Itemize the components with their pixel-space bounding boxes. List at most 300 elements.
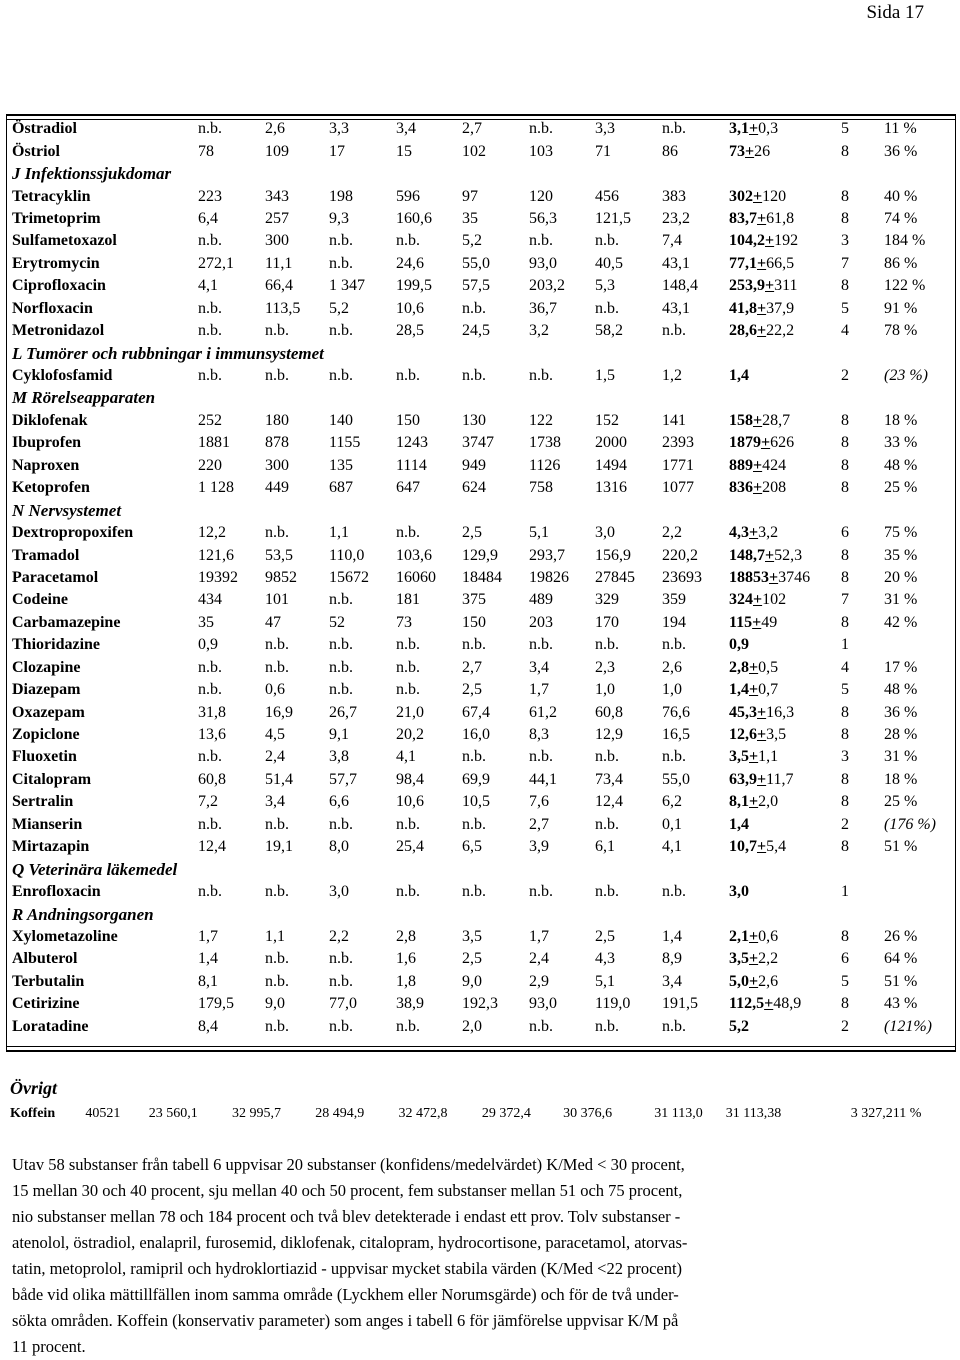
sample-value: 2,0 (462, 1017, 482, 1035)
summary-line: atenolol, östradiol, enalapril, furosemid, diklofenak, citalopram, hydrocortisone, paracetamol, atorvas- (12, 1233, 688, 1252)
percent-value: 36 % (884, 142, 918, 160)
plus-minus-sign: + (757, 770, 767, 788)
percent-value: 35 % (884, 546, 918, 564)
koffein-value: 8 (774, 1106, 782, 1121)
plus-minus-sign: + (753, 479, 763, 497)
sample-value: 18484 (462, 568, 502, 586)
plus-minus-sign: + (749, 524, 759, 542)
sample-value: 9,3 (329, 209, 349, 227)
mean-value: 77,1 (729, 254, 757, 272)
mean-value: 253,9 (729, 277, 765, 295)
sample-value: 192,3 (462, 995, 498, 1013)
sample-value: 69,9 (462, 770, 490, 788)
mean-value: 889 (729, 456, 753, 474)
table-row (10, 1104, 960, 1124)
sample-value: 300 (265, 456, 289, 474)
sample-value: n.b. (529, 232, 553, 250)
concentration-table (6, 118, 944, 1038)
mean-cell (729, 275, 841, 297)
sample-count: 8 (841, 770, 849, 788)
mean-cell (729, 814, 841, 836)
sample-value: 456 (595, 187, 619, 205)
table-row (6, 881, 944, 903)
sample-value: 5,2 (462, 232, 482, 250)
sample-value: 26,7 (329, 703, 357, 721)
plus-minus-sign: + (757, 703, 767, 721)
plus-minus-sign: + (765, 546, 775, 564)
sample-value: 1,1 (329, 524, 349, 542)
sample-count: 8 (841, 142, 849, 160)
sample-value: 16,0 (462, 726, 490, 744)
sample-value: 2000 (595, 434, 627, 452)
sample-value: n.b. (198, 815, 222, 833)
ovrigt-heading: Övrigt (10, 1078, 57, 1098)
sample-value: n.b. (462, 367, 486, 385)
sample-count: 8 (841, 726, 849, 744)
sample-value: n.b. (396, 636, 420, 654)
sample-value: 67,4 (462, 703, 490, 721)
summary-line: 15 mellan 30 och 40 procent, sju mellan 40 och 50 procent, fem substanser mellan 51 och 75 procent, (12, 1181, 683, 1200)
sample-value: n.b. (396, 815, 420, 833)
sd-value: 49 (761, 613, 778, 631)
sample-value: 16060 (396, 568, 436, 586)
koffein-value: 11 % (892, 1106, 922, 1121)
plus-minus-sign: + (749, 120, 759, 138)
sample-value: 3747 (462, 434, 494, 452)
sample-value: 434 (198, 591, 222, 609)
percent-value: 43 % (884, 995, 918, 1013)
sample-value: 20,2 (396, 726, 424, 744)
sample-value: n.b. (198, 681, 222, 699)
sample-value: 1,7 (529, 681, 549, 699)
substance-name: Norfloxacin (12, 299, 93, 317)
mean-value: 3,0 (729, 883, 749, 901)
sample-value: 170 (595, 613, 619, 631)
sample-value: 19,1 (265, 838, 293, 856)
sample-value: 121,6 (198, 546, 234, 564)
sd-value: 102 (762, 591, 787, 609)
sample-value: 12,9 (595, 726, 623, 744)
sd-value: 626 (770, 434, 795, 452)
sample-value: 156,9 (595, 546, 631, 564)
sd-value: 66,5 (766, 254, 795, 272)
sd-value: 52,3 (774, 546, 803, 564)
sample-value: 1771 (662, 456, 694, 474)
sample-value: 3,3 (595, 120, 615, 138)
summary-line: sökta områden. Koffein (konservativ parameter) som anges i tabell 6 för jämförelse uppvisar K/M på (12, 1311, 679, 1330)
plus-minus-sign: + (753, 411, 763, 429)
sample-value: 102 (462, 142, 486, 160)
sample-value: 647 (396, 479, 420, 497)
sample-value: 2393 (662, 434, 694, 452)
mean-value: 5,0 (729, 972, 749, 990)
sample-value: 1,2 (662, 367, 682, 385)
koffein-value: 31 113,0 (654, 1106, 703, 1121)
sample-count: 6 (841, 524, 849, 542)
mean-value: 3,1 (729, 120, 749, 138)
sample-value: 5,2 (329, 299, 349, 317)
sd-value: 192 (774, 232, 799, 250)
table-row (6, 365, 944, 387)
sample-value: n.b. (329, 815, 353, 833)
sample-value: 0,9 (198, 636, 218, 654)
sample-value: 3,0 (595, 524, 615, 542)
mean-cell (729, 948, 841, 970)
sample-value: 3,8 (329, 748, 349, 766)
sample-count: 1 (841, 636, 849, 654)
substance-name: Diazepam (12, 681, 81, 699)
table-row (6, 791, 944, 813)
substance-name: Mirtazapin (12, 838, 90, 856)
sample-count: 5 (841, 681, 849, 699)
sample-value: 4,5 (265, 726, 285, 744)
sample-value: 121,5 (595, 209, 631, 227)
sample-value: 2,6 (265, 120, 285, 138)
percent-value (884, 634, 944, 656)
table-row (6, 140, 944, 162)
mean-value: 158 (729, 411, 753, 429)
percent-value: 42 % (884, 613, 918, 631)
sample-value: 3,4 (662, 972, 682, 990)
sample-value: n.b. (396, 1017, 420, 1035)
section-heading: M Rörelseapparaten (12, 388, 156, 408)
mean-cell (729, 365, 841, 387)
sample-value: 5,1 (529, 524, 549, 542)
sample-value: 119,0 (595, 995, 631, 1013)
percent-value: 122 % (884, 277, 926, 295)
sample-value: 58,2 (595, 322, 623, 340)
sample-value: 198 (329, 187, 353, 205)
sample-value: 1,4 (198, 950, 218, 968)
plus-minus-sign: + (757, 254, 767, 272)
table-row (6, 253, 944, 275)
sample-value: 55,0 (662, 770, 690, 788)
table-row (6, 971, 944, 993)
substance-name: Diklofenak (12, 411, 88, 429)
substance-name: Cetirizine (12, 995, 80, 1013)
mean-cell (729, 971, 841, 993)
sample-value: 31,8 (198, 703, 226, 721)
sample-value: n.b. (198, 658, 222, 676)
sample-value: 19392 (198, 568, 238, 586)
sd-value: 26 (754, 142, 771, 160)
substance-name: Codeine (12, 591, 68, 609)
sample-value: 1077 (662, 479, 694, 497)
sample-value: 1,1 (265, 927, 285, 945)
sample-value: 223 (198, 187, 222, 205)
plus-minus-sign: + (757, 838, 767, 856)
mean-value: 2,8 (729, 658, 749, 676)
sample-value: 0,1 (662, 815, 682, 833)
table-row (6, 567, 944, 589)
sample-value: 51,4 (265, 770, 293, 788)
sample-value: 3,2 (529, 322, 549, 340)
table-row (6, 320, 944, 342)
section-heading: N Nervsystemet (12, 500, 122, 520)
summary-paragraph (12, 1152, 872, 1360)
percent-value: 184 % (884, 232, 926, 250)
plus-minus-sign: + (749, 681, 759, 699)
sample-value: n.b. (595, 299, 619, 317)
sample-count: 4 (841, 322, 849, 340)
sample-value: 203,2 (529, 277, 565, 295)
sample-value: n.b. (662, 883, 686, 901)
sample-count: 8 (841, 187, 849, 205)
mean-cell (729, 926, 841, 948)
sample-value: 2,2 (329, 927, 349, 945)
sample-value: 16,5 (662, 726, 690, 744)
percent-value: (121%) (884, 1017, 932, 1035)
substance-name: Paracetamol (12, 568, 99, 586)
sample-value: 78 (198, 142, 214, 160)
mean-cell (729, 253, 841, 275)
sd-value: 22,2 (766, 322, 795, 340)
sample-value: 220 (198, 456, 222, 474)
table-row (6, 118, 944, 140)
sample-value: 2,4 (529, 950, 549, 968)
sample-value: 878 (265, 434, 289, 452)
substance-name: Dextropropoxifen (12, 524, 134, 542)
sample-value: 8,3 (529, 726, 549, 744)
sample-value: n.b. (265, 972, 289, 990)
sd-value: 311 (774, 277, 798, 295)
sample-count: 8 (841, 995, 849, 1013)
sd-value: 0,5 (758, 658, 779, 676)
table-row (6, 544, 944, 566)
mean-cell (729, 432, 841, 454)
mean-value: 112,5 (729, 995, 765, 1013)
sample-value: 9852 (265, 568, 297, 586)
sample-value: 1,8 (396, 972, 416, 990)
substance-name: Naproxen (12, 456, 80, 474)
mean-value: 83,7 (729, 209, 757, 227)
plus-minus-sign: + (753, 187, 763, 205)
sample-count: 8 (841, 793, 849, 811)
table-row (6, 724, 944, 746)
sample-value: n.b. (329, 681, 353, 699)
substance-name: Ibuprofen (12, 434, 82, 452)
mean-value: 18853 (729, 568, 769, 586)
sample-count: 8 (841, 209, 849, 227)
plus-minus-sign: + (761, 434, 771, 452)
percent-value: 11 % (884, 120, 917, 138)
mean-value: 836 (729, 479, 753, 497)
sample-value: n.b. (595, 815, 619, 833)
substance-name: Ciprofloxacin (12, 277, 106, 295)
sample-value: 203 (529, 613, 553, 631)
sample-value: n.b. (462, 299, 486, 317)
sd-value: 28,7 (762, 411, 791, 429)
sample-value: n.b. (329, 972, 353, 990)
sample-value: n.b. (265, 950, 289, 968)
sd-value: 2,6 (758, 972, 779, 990)
substance-name: Zopiclone (12, 726, 80, 744)
sample-value: 122 (529, 411, 553, 429)
sample-value: 60,8 (198, 770, 226, 788)
sample-value: n.b. (329, 1017, 353, 1035)
mean-cell (729, 118, 841, 140)
sample-value: 43,1 (662, 299, 690, 317)
mean-cell (729, 657, 841, 679)
table-row (6, 477, 944, 499)
substance-name: Oxazepam (12, 703, 85, 721)
plus-minus-sign: + (745, 142, 755, 160)
sample-value: 60,8 (595, 703, 623, 721)
sample-value: 38,9 (396, 995, 424, 1013)
sample-value: 4,1 (198, 277, 218, 295)
sd-value: 16,3 (766, 703, 795, 721)
sample-value: 199,5 (396, 277, 432, 295)
sample-value: 10,6 (396, 299, 424, 317)
sample-value: 17 (329, 142, 345, 160)
sd-value: 0,6 (758, 927, 779, 945)
sample-value: 148,4 (662, 277, 698, 295)
table-row (6, 769, 944, 791)
sample-value: 375 (462, 591, 486, 609)
plus-minus-sign: + (757, 209, 767, 227)
sample-value: 101 (265, 591, 289, 609)
substance-name: Terbutalin (12, 972, 85, 990)
section-heading-row (6, 903, 944, 925)
table-row (6, 589, 944, 611)
sample-value: 47 (265, 613, 281, 631)
sample-value: 28,5 (396, 322, 424, 340)
sd-value: 208 (762, 479, 787, 497)
sd-value: 11,7 (766, 770, 794, 788)
sample-value: 2,7 (529, 815, 549, 833)
substance-name: Clozapine (12, 658, 81, 676)
plus-minus-sign: + (753, 456, 763, 474)
mean-cell (729, 612, 841, 634)
section-heading-row (6, 858, 944, 880)
mean-cell (729, 185, 841, 207)
sample-value: n.b. (198, 748, 222, 766)
sample-value: n.b. (662, 636, 686, 654)
sd-value: 61,8 (766, 209, 795, 227)
table-row (6, 410, 944, 432)
sample-value: 4,1 (396, 748, 416, 766)
sample-value: 2,9 (529, 972, 549, 990)
sample-value: 8,1 (198, 972, 218, 990)
plus-minus-sign: + (749, 972, 759, 990)
sample-value: 5,3 (595, 277, 615, 295)
sample-count: 8 (841, 568, 849, 586)
sample-count: 8 (841, 838, 849, 856)
percent-value: 51 % (884, 838, 918, 856)
sample-value: 9,0 (265, 995, 285, 1013)
sample-value: 257 (265, 209, 289, 227)
sample-value: n.b. (265, 636, 289, 654)
percent-value: 25 % (884, 793, 918, 811)
mean-cell (729, 724, 841, 746)
sample-value: 1,0 (662, 681, 682, 699)
sample-value: 1155 (329, 434, 361, 452)
table-row (6, 298, 944, 320)
sample-value: 43,1 (662, 254, 690, 272)
sd-value: 120 (762, 187, 787, 205)
sample-value: 23693 (662, 568, 702, 586)
sample-value: 15672 (329, 568, 369, 586)
sample-value: 2,5 (462, 950, 482, 968)
mean-cell (729, 1016, 841, 1038)
percent-value: 40 % (884, 187, 918, 205)
table-row (6, 926, 944, 948)
mean-value: 1879 (729, 434, 761, 452)
sample-value: 86 (662, 142, 678, 160)
sd-value: 3746 (778, 568, 811, 586)
sample-value: n.b. (462, 815, 486, 833)
sample-value: n.b. (329, 232, 353, 250)
koffein-table (10, 1104, 960, 1124)
row-label: Koffein (10, 1106, 56, 1121)
sample-count: 8 (841, 546, 849, 564)
sample-value: 129,9 (462, 546, 498, 564)
sample-value: 15 (396, 142, 412, 160)
percent-value: 18 % (884, 770, 918, 788)
mean-cell (729, 589, 841, 611)
koffein-value: 40521 (85, 1106, 121, 1121)
sample-value: 449 (265, 479, 289, 497)
sd-value: 0,7 (758, 681, 779, 699)
sample-value: 1126 (529, 456, 561, 474)
table-row (6, 208, 944, 230)
sample-value: n.b. (595, 748, 619, 766)
sample-value: 24,5 (462, 322, 490, 340)
sample-value: n.b. (329, 367, 353, 385)
summary-line: både vid olika mättillfällen inom samma område (Lyckhem eller Norumsgärde) och för de två under- (12, 1285, 679, 1304)
substance-name: Östradiol (12, 120, 77, 138)
sample-value: 194 (662, 613, 686, 631)
table-row (6, 275, 944, 297)
sample-value: 76,6 (662, 703, 690, 721)
sample-value: 55,0 (462, 254, 490, 272)
sample-value: 1494 (595, 456, 627, 474)
sample-value: n.b. (265, 524, 289, 542)
sample-value: 2,7 (462, 658, 482, 676)
plus-minus-sign: + (757, 322, 767, 340)
substance-name: Sulfametoxazol (12, 232, 117, 250)
mean-value: 41,8 (729, 299, 757, 317)
summary-line: Utav 58 substanser från tabell 6 uppvisar 20 substanser (konfidens/medelvärdet) K/Med < 30 procent, (12, 1155, 685, 1174)
sample-value: n.b. (329, 636, 353, 654)
sample-value: 1 128 (198, 479, 234, 497)
sample-value: 35 (198, 613, 214, 631)
sample-value: n.b. (529, 120, 553, 138)
sample-value: 293,7 (529, 546, 565, 564)
mean-value: 4,3 (729, 524, 749, 542)
plus-minus-sign: + (757, 726, 767, 744)
plus-minus-sign: + (764, 995, 774, 1013)
sample-value: n.b. (329, 591, 353, 609)
sample-value: n.b. (198, 232, 222, 250)
percent-value: 17 % (884, 658, 918, 676)
sample-count: 1 (841, 883, 849, 901)
sample-value: 10,6 (396, 793, 424, 811)
sample-value: 687 (329, 479, 353, 497)
sample-value: 44,1 (529, 770, 557, 788)
percent-value: 74 % (884, 209, 918, 227)
sample-value: n.b. (198, 120, 222, 138)
substance-name: Enrofloxacin (12, 883, 101, 901)
mean-cell (729, 298, 841, 320)
sample-value: 130 (462, 411, 486, 429)
sample-value: 12,4 (198, 838, 226, 856)
mean-cell (729, 881, 841, 903)
sample-value: 181 (396, 591, 420, 609)
sample-value: n.b. (462, 883, 486, 901)
summary-line: 11 procent. (12, 1337, 86, 1356)
substance-name: Mianserin (12, 815, 83, 833)
